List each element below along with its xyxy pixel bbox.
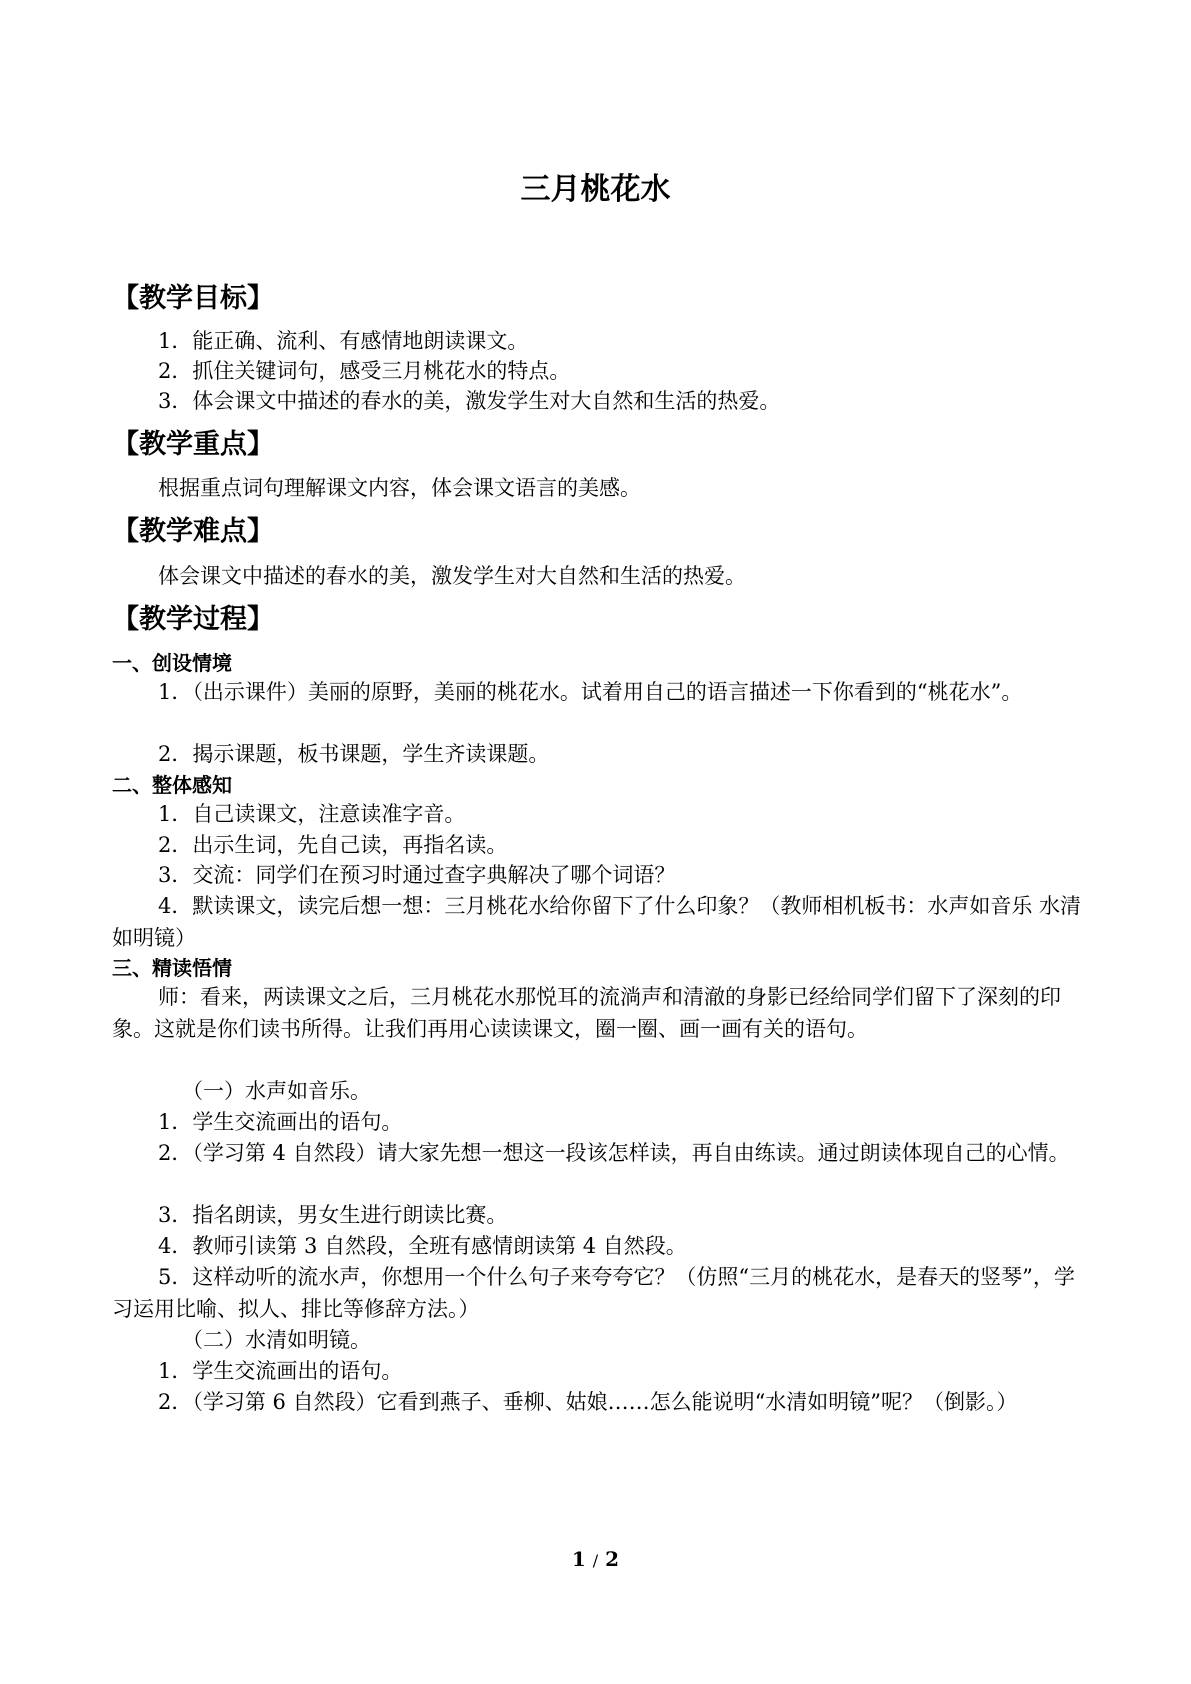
part2-title: 二、整体感知: [112, 773, 232, 797]
sub1-item: 1．学生交流画出的语句。: [158, 1110, 403, 1134]
goal-item: 3．体会课文中描述的春水的美，激发学生对大自然和生活的热爱。: [158, 389, 781, 413]
page-title: 三月桃花水: [520, 172, 671, 207]
sub2-item: 1．学生交流画出的语句。: [158, 1359, 403, 1383]
goal-item: 1．能正确、流利、有感情地朗读课文。: [158, 329, 529, 353]
difficulty-text: 体会课文中描述的春水的美，激发学生对大自然和生活的热爱。: [158, 564, 746, 588]
subsection-title: （二）水清如明镜。: [182, 1328, 371, 1352]
key-text: 根据重点词句理解课文内容，体会课文语言的美感。: [158, 476, 641, 500]
page-current: 1: [571, 1547, 586, 1571]
goal-item: 2．抓住关键词句，感受三月桃花水的特点。: [158, 359, 571, 383]
part2-item: 3．交流：同学们在预习时通过查字典解决了哪个词语？: [158, 863, 676, 887]
sub1-item: 2．（学习第 4 自然段）请大家先想一想这一段该怎样读，再自由练读。通过朗读体现自己的心情。: [158, 1141, 1070, 1165]
part1-item: 2．揭示课题，板书课题，学生齐读课题。: [158, 742, 550, 766]
part3-title: 三、精读悟情: [112, 956, 232, 980]
part3-intro: 师：看来，两读课文之后，三月桃花水那悦耳的流淌声和清澈的身影已经给同学们留下了深刻的印象。这就是你们读书所得。让我们再用心读读课文，圈一圈、画一画有关的语句。: [112, 985, 1061, 1041]
part1-item: 1．（出示课件）美丽的原野，美丽的桃花水。试着用自己的语言描述一下你看到的“桃花水”。: [158, 680, 1023, 704]
part2-item: 4．默读课文，读完后想一想：三月桃花水给你留下了什么印象？（教师相机板书：水声如音乐 水清如明镜）: [112, 894, 1082, 950]
key-heading: 【教学重点】: [112, 429, 274, 460]
sub2-item: 2．（学习第 6 自然段）它看到燕子、垂柳、姑娘……怎么能说明“水清如明镜”呢？（倒影。）: [158, 1390, 1018, 1414]
sub1-item: 5．这样动听的流水声，你想用一个什么句子来夸夸它？（仿照“三月的桃花水，是春天的竖琴”，学习运用比喻、拟人、排比等修辞方法。）: [112, 1265, 1075, 1321]
part2-item: 1．自己读课文，注意读准字音。: [158, 802, 466, 826]
page-total: 2: [605, 1547, 620, 1571]
difficulty-heading: 【教学难点】: [112, 516, 274, 547]
page-number: [0, 1546, 1191, 1574]
page-separator: /: [592, 1551, 599, 1570]
part1-title: 一、创设情境: [112, 651, 232, 675]
process-heading: 【教学过程】: [112, 604, 274, 635]
part2-item: 2．出示生词，先自己读，再指名读。: [158, 833, 508, 857]
sub1-item: 4．教师引读第 3 自然段，全班有感情朗读第 4 自然段。: [158, 1234, 687, 1258]
sub1-item: 3．指名朗读，男女生进行朗读比赛。: [158, 1203, 508, 1227]
subsection-title: （一）水声如音乐。: [182, 1079, 371, 1103]
goals-heading: 【教学目标】: [112, 283, 274, 314]
